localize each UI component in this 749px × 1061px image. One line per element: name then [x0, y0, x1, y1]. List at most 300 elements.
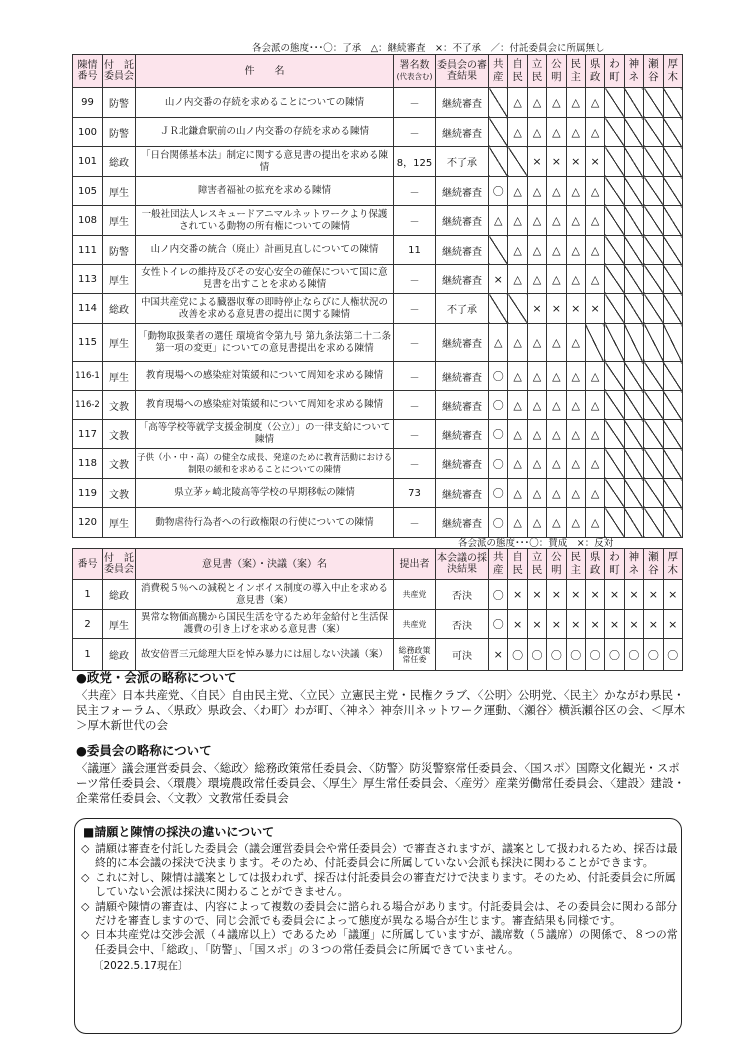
vote-cell: 〇 — [547, 639, 566, 671]
vote-cell: × — [624, 580, 643, 610]
vote-cell: △ — [527, 118, 546, 147]
row-number: 111 — [73, 236, 103, 265]
row-committee: 厚生 — [103, 362, 136, 391]
vote-cell: △ — [566, 177, 585, 206]
not-member-cell — [624, 449, 643, 479]
not-member-cell — [644, 391, 663, 420]
row-signatures: － — [394, 391, 436, 420]
row-number: 1 — [73, 639, 103, 671]
row-number: 116-1 — [73, 362, 103, 391]
vote-cell: × — [489, 265, 508, 294]
vote-cell: △ — [508, 324, 527, 362]
vote-cell: 〇 — [605, 639, 624, 671]
header-party: 厚木 — [663, 55, 682, 88]
row-result: 継続審査 — [436, 88, 489, 118]
vote-cell: △ — [508, 118, 527, 147]
vote-cell: △ — [527, 391, 546, 420]
vote-cell: △ — [585, 177, 604, 206]
vote-cell: 〇 — [508, 639, 527, 671]
not-member-cell — [663, 206, 682, 236]
header-party: 瀬谷 — [644, 549, 663, 580]
not-member-cell — [605, 177, 624, 206]
not-member-cell — [605, 391, 624, 420]
not-member-cell — [624, 147, 643, 177]
table-row — [73, 294, 683, 324]
not-member-cell — [508, 147, 527, 177]
row-title: 県立茅ヶ崎北陵高等学校の早期移転の陳情 — [136, 479, 394, 508]
row-title: 山ノ内交番の統合（廃止）計画見直しについての陳情 — [136, 236, 394, 265]
header-party: 瀬谷 — [644, 55, 663, 88]
header-party: 共産 — [489, 55, 508, 88]
vote-cell: × — [585, 294, 604, 324]
not-member-cell — [605, 88, 624, 118]
not-member-cell — [644, 294, 663, 324]
header-party: 民主 — [566, 549, 585, 580]
vote-cell: △ — [527, 206, 546, 236]
row-number: 117 — [73, 420, 103, 449]
vote-cell: △ — [508, 206, 527, 236]
vote-cell: △ — [527, 449, 546, 479]
row-result: 否決 — [436, 610, 489, 639]
vote-cell: × — [605, 580, 624, 610]
not-member-cell — [605, 265, 624, 294]
row-title: 教育現場への感染症対策緩和について周知を求める陳情 — [136, 391, 394, 420]
vote-cell: △ — [489, 206, 508, 236]
header-party: 県政 — [585, 55, 604, 88]
vote-cell: × — [585, 147, 604, 177]
vote-cell: 〇 — [489, 420, 508, 449]
table-row — [73, 479, 683, 508]
party-abbreviations — [76, 668, 688, 733]
vote-cell: × — [566, 294, 585, 324]
not-member-cell — [644, 508, 663, 538]
not-member-cell — [624, 391, 643, 420]
not-member-cell — [605, 147, 624, 177]
vote-cell: 〇 — [489, 449, 508, 479]
row-proposer: 総務政策常任委 — [394, 639, 436, 671]
table-row — [73, 420, 683, 449]
header-party: 民主 — [566, 55, 585, 88]
table-row — [73, 580, 683, 610]
row-result: 不了承 — [436, 294, 489, 324]
vote-cell: △ — [585, 391, 604, 420]
not-member-cell — [605, 324, 624, 362]
row-title: 「日台関係基本法」制定に関する意見書の提出を求める陳情 — [136, 147, 394, 177]
not-member-cell — [644, 265, 663, 294]
row-result: 継続審査 — [436, 265, 489, 294]
vote-cell: △ — [566, 362, 585, 391]
petition-table — [72, 54, 683, 538]
not-member-cell — [644, 147, 663, 177]
header-party: 神ネ — [624, 549, 643, 580]
vote-cell: △ — [547, 420, 566, 449]
table-row — [73, 206, 683, 236]
vote-cell: △ — [585, 236, 604, 265]
vote-cell: △ — [566, 449, 585, 479]
committee-abbreviations — [76, 741, 688, 806]
row-signatures: 73 — [394, 479, 436, 508]
vote-cell: × — [624, 610, 643, 639]
vote-cell: △ — [508, 177, 527, 206]
vote-cell: △ — [585, 479, 604, 508]
note-item: ◇ これに対し、陳情は議案としては扱われず、採否は付託委員会の審査だけで決まります。そのため、付託委員会に所属していない会派は採決に関わることができません。 — [81, 871, 681, 900]
vote-cell: × — [566, 610, 585, 639]
row-title: 一般社団法人レスキュードアニマルネットワークより保護されている動物の所有権についての陳情 — [136, 206, 394, 236]
header-plenary-result: 本会議の採決結果 — [436, 549, 489, 580]
row-result: 継続審査 — [436, 508, 489, 538]
row-title: 「動物取扱業者の選任 環境省令第九号 第九条法第二十二条第一項の変更」についての意見書提出を求める陳情 — [136, 324, 394, 362]
vote-cell: 〇 — [663, 639, 682, 671]
not-member-cell — [644, 177, 663, 206]
header-subject: 件 名 — [136, 55, 394, 88]
vote-cell: 〇 — [489, 177, 508, 206]
vote-cell: △ — [547, 88, 566, 118]
vote-cell: △ — [566, 508, 585, 538]
header-party: 自民 — [508, 55, 527, 88]
not-member-cell — [605, 236, 624, 265]
header-signatures-sub: (代表含む) — [396, 72, 433, 81]
not-member-cell — [585, 324, 604, 362]
vote-cell: △ — [527, 236, 546, 265]
not-member-cell — [663, 449, 682, 479]
vote-cell: △ — [508, 479, 527, 508]
row-result: 否決 — [436, 580, 489, 610]
vote-cell: △ — [566, 391, 585, 420]
table-row — [73, 88, 683, 118]
row-title: 山ノ内交番の存続を求めることについての陳情 — [136, 88, 394, 118]
vote-cell: △ — [547, 177, 566, 206]
row-title: 教育現場への感染症対策緩和について周知を求める陳情 — [136, 362, 394, 391]
header-party: わ町 — [605, 55, 624, 88]
not-member-cell — [624, 265, 643, 294]
row-result: 継続審査 — [436, 324, 489, 362]
not-member-cell — [644, 236, 663, 265]
vote-cell: 〇 — [489, 508, 508, 538]
vote-cell: 〇 — [624, 639, 643, 671]
not-member-cell — [624, 118, 643, 147]
row-number: 100 — [73, 118, 103, 147]
row-result: 継続審査 — [436, 206, 489, 236]
not-member-cell — [663, 479, 682, 508]
vote-cell: △ — [547, 508, 566, 538]
not-member-cell — [624, 324, 643, 362]
row-number: 115 — [73, 324, 103, 362]
header-party: 立民 — [527, 549, 546, 580]
table-row — [73, 265, 683, 294]
not-member-cell — [663, 508, 682, 538]
header-party: 神ネ — [624, 55, 643, 88]
vote-cell: 〇 — [527, 639, 546, 671]
vote-cell: × — [508, 580, 527, 610]
not-member-cell — [663, 391, 682, 420]
vote-cell: × — [527, 610, 546, 639]
vote-cell: △ — [585, 508, 604, 538]
note-box-title: ■請願と陳情の採決の違いについて — [83, 825, 275, 839]
vote-cell: △ — [566, 206, 585, 236]
row-committee: 厚生 — [103, 265, 136, 294]
not-member-cell — [489, 118, 508, 147]
header-party: 立民 — [527, 55, 546, 88]
row-signatures: － — [394, 449, 436, 479]
not-member-cell — [663, 324, 682, 362]
header-committee: 付 託委員会 — [103, 55, 136, 88]
vote-cell: △ — [508, 236, 527, 265]
row-proposer: 共産党 — [394, 580, 436, 610]
table-row — [73, 362, 683, 391]
row-result: 継続審査 — [436, 362, 489, 391]
row-result: 継続審査 — [436, 391, 489, 420]
not-member-cell — [605, 118, 624, 147]
vote-cell: × — [663, 610, 682, 639]
not-member-cell — [644, 118, 663, 147]
vote-cell: 〇 — [566, 639, 585, 671]
party-abbreviations-title: ●政党・会派の略称について — [76, 670, 237, 685]
row-title: ＪＲ北鎌倉駅前の山ノ内交番の存続を求める陳情 — [136, 118, 394, 147]
table-row — [73, 610, 683, 639]
header-resolution-name: 意見書（案）・決議（案）名 — [136, 549, 394, 580]
vote-cell: 〇 — [489, 391, 508, 420]
row-number: 105 — [73, 177, 103, 206]
row-proposer: 共産党 — [394, 610, 436, 639]
header-result: 委員会の審査結果 — [436, 55, 489, 88]
row-title: 「高等学校等就学支援金制度（公立）」の一律支給について陳情 — [136, 420, 394, 449]
vote-cell: △ — [508, 362, 527, 391]
not-member-cell — [624, 420, 643, 449]
row-committee: 総政 — [103, 639, 136, 671]
row-result: 不了承 — [436, 147, 489, 177]
table-row — [73, 147, 683, 177]
row-number: 120 — [73, 508, 103, 538]
note-item: ◇ 請願や陳情の審査は、内容によって複数の委員会に諮られる場合があります。付託委員会は、その委員会に関わる部分だけを審査しますので、同じ会派でも委員会によって態度が異なる場合が生じます。審査結果も同様です。 — [81, 900, 681, 929]
not-member-cell — [644, 420, 663, 449]
header-party: 厚木 — [663, 549, 682, 580]
vote-cell: △ — [527, 324, 546, 362]
row-number: 118 — [73, 449, 103, 479]
vote-cell: △ — [547, 449, 566, 479]
row-number: 114 — [73, 294, 103, 324]
vote-cell: △ — [527, 508, 546, 538]
table-row — [73, 324, 683, 362]
table-row — [73, 449, 683, 479]
vote-cell: △ — [585, 449, 604, 479]
row-result: 継続審査 — [436, 449, 489, 479]
not-member-cell — [489, 147, 508, 177]
vote-cell: △ — [547, 362, 566, 391]
not-member-cell — [663, 88, 682, 118]
table-row — [73, 118, 683, 147]
vote-cell: △ — [566, 324, 585, 362]
row-title: 故安倍晋三元総理大臣を悼み暴力には屈しない決議（案） — [136, 639, 394, 671]
vote-cell: × — [585, 580, 604, 610]
not-member-cell — [624, 236, 643, 265]
not-member-cell — [624, 88, 643, 118]
row-result: 継続審査 — [436, 420, 489, 449]
vote-cell: × — [644, 610, 663, 639]
vote-cell: △ — [566, 265, 585, 294]
vote-cell: △ — [547, 324, 566, 362]
row-committee: 厚生 — [103, 177, 136, 206]
vote-cell: △ — [547, 391, 566, 420]
vote-cell: △ — [585, 420, 604, 449]
vote-cell: 〇 — [489, 479, 508, 508]
note-box — [74, 818, 682, 1034]
not-member-cell — [624, 294, 643, 324]
not-member-cell — [489, 294, 508, 324]
row-signatures: － — [394, 88, 436, 118]
not-member-cell — [624, 177, 643, 206]
header-party: 共産 — [489, 549, 508, 580]
not-member-cell — [663, 362, 682, 391]
header-party: 公明 — [547, 549, 566, 580]
not-member-cell — [644, 324, 663, 362]
header-number: 番号 — [73, 549, 103, 580]
header-party: わ町 — [605, 549, 624, 580]
vote-cell: △ — [547, 206, 566, 236]
vote-cell: △ — [566, 479, 585, 508]
row-committee: 厚生 — [103, 610, 136, 639]
row-committee: 厚生 — [103, 324, 136, 362]
vote-cell: △ — [527, 88, 546, 118]
not-member-cell — [624, 206, 643, 236]
not-member-cell — [644, 206, 663, 236]
vote-cell: △ — [566, 236, 585, 265]
header-proposer: 提出者 — [394, 549, 436, 580]
not-member-cell — [663, 118, 682, 147]
vote-cell: △ — [508, 449, 527, 479]
row-result: 継続審査 — [436, 479, 489, 508]
row-title: 女性トイレの維持及びその安心安全の確保について国に意見書を出すことを求める陳情 — [136, 265, 394, 294]
row-committee: 文教 — [103, 391, 136, 420]
vote-cell: × — [547, 610, 566, 639]
vote-cell: △ — [527, 177, 546, 206]
vote-cell: × — [605, 610, 624, 639]
not-member-cell — [508, 294, 527, 324]
vote-cell: × — [489, 639, 508, 671]
row-number: 2 — [73, 610, 103, 639]
row-committee: 厚生 — [103, 206, 136, 236]
vote-cell: △ — [508, 420, 527, 449]
table-row — [73, 639, 683, 671]
not-member-cell — [605, 479, 624, 508]
not-member-cell — [489, 236, 508, 265]
not-member-cell — [624, 362, 643, 391]
header-committee: 付 託委員会 — [103, 549, 136, 580]
row-title: 障害者福祉の拡充を求める陳情 — [136, 177, 394, 206]
row-signatures: － — [394, 265, 436, 294]
vote-cell: △ — [566, 420, 585, 449]
vote-cell: △ — [547, 479, 566, 508]
row-signatures: － — [394, 420, 436, 449]
committee-abbreviations-title: ●委員会の略称について — [76, 743, 212, 758]
row-committee: 総政 — [103, 294, 136, 324]
header-party: 公明 — [547, 55, 566, 88]
not-member-cell — [663, 265, 682, 294]
not-member-cell — [605, 206, 624, 236]
row-signatures: － — [394, 362, 436, 391]
table-row — [73, 391, 683, 420]
row-committee: 総政 — [103, 147, 136, 177]
header-party: 県政 — [585, 549, 604, 580]
row-number: 108 — [73, 206, 103, 236]
row-title: 消費税５％への減税とインボイス制度の導入中止を求める意見書（案） — [136, 580, 394, 610]
vote-cell: △ — [585, 118, 604, 147]
vote-cell: △ — [508, 265, 527, 294]
vote-cell: × — [547, 580, 566, 610]
row-committee: 厚生 — [103, 508, 136, 538]
not-member-cell — [644, 479, 663, 508]
not-member-cell — [624, 508, 643, 538]
not-member-cell — [605, 449, 624, 479]
vote-cell: △ — [527, 479, 546, 508]
header-party: 自民 — [508, 549, 527, 580]
vote-cell: × — [547, 147, 566, 177]
vote-cell: △ — [527, 362, 546, 391]
not-member-cell — [489, 88, 508, 118]
legend-votes: 各会派の態度･･･〇：賛成 ×：反対 — [458, 538, 614, 549]
row-committee: 文教 — [103, 479, 136, 508]
vote-cell: × — [663, 580, 682, 610]
vote-cell: × — [566, 147, 585, 177]
row-committee: 文教 — [103, 449, 136, 479]
row-committee: 防警 — [103, 88, 136, 118]
row-committee: 文教 — [103, 420, 136, 449]
not-member-cell — [663, 420, 682, 449]
row-signatures: － — [394, 294, 436, 324]
note-item: ◇ 日本共産党は交渉会派（４議席以上）であるため「議運」に所属していますが、議席数（５議席）の関係で、８つの常任委員会中、「総政」、「防警」、「国スポ」の３つの常任委員会に所属できていません。 — [81, 928, 681, 957]
table-row — [73, 236, 683, 265]
as-of-date: 〔2022.5.17現在〕 — [93, 960, 189, 973]
row-result: 継続審査 — [436, 177, 489, 206]
not-member-cell — [644, 88, 663, 118]
note-item: ◇ 請願は審査を付託した委員会（議会運営委員会や常任委員会）で審査されますが、議案として扱われるため、採否は最終的に本会議の採決で決まります。そのため、付託委員会に所属していない会派も採決に関わることができます。 — [81, 842, 681, 871]
vote-cell: 〇 — [489, 362, 508, 391]
vote-cell: × — [527, 580, 546, 610]
not-member-cell — [644, 449, 663, 479]
not-member-cell — [644, 362, 663, 391]
vote-cell: △ — [527, 420, 546, 449]
not-member-cell — [605, 362, 624, 391]
vote-cell: △ — [547, 118, 566, 147]
vote-cell: △ — [585, 206, 604, 236]
vote-cell: △ — [508, 391, 527, 420]
row-number: 113 — [73, 265, 103, 294]
row-signatures: － — [394, 324, 436, 362]
vote-cell: 〇 — [644, 639, 663, 671]
vote-cell: △ — [527, 265, 546, 294]
row-title: 異常な物価高騰から国民生活を守るため年金給付と生活保護費の引き上げを求める意見書（案） — [136, 610, 394, 639]
not-member-cell — [663, 236, 682, 265]
row-committee: 防警 — [103, 236, 136, 265]
not-member-cell — [605, 508, 624, 538]
table-row — [73, 177, 683, 206]
vote-cell: 〇 — [585, 639, 604, 671]
row-signatures: － — [394, 206, 436, 236]
row-result: 継続審査 — [436, 236, 489, 265]
row-number: 101 — [73, 147, 103, 177]
vote-cell: △ — [508, 508, 527, 538]
not-member-cell — [605, 294, 624, 324]
vote-cell: △ — [566, 118, 585, 147]
vote-cell: × — [527, 294, 546, 324]
not-member-cell — [663, 147, 682, 177]
row-number: 116-2 — [73, 391, 103, 420]
header-signatures-label: 署名数 — [399, 60, 430, 71]
row-signatures: － — [394, 118, 436, 147]
row-signatures: － — [394, 177, 436, 206]
vote-cell: △ — [547, 236, 566, 265]
resolution-table — [72, 548, 683, 671]
row-title: 中国共産党による臓器収奪の即時停止ならびに人権状況の改善を求める意見書の提出に関する陳情 — [136, 294, 394, 324]
